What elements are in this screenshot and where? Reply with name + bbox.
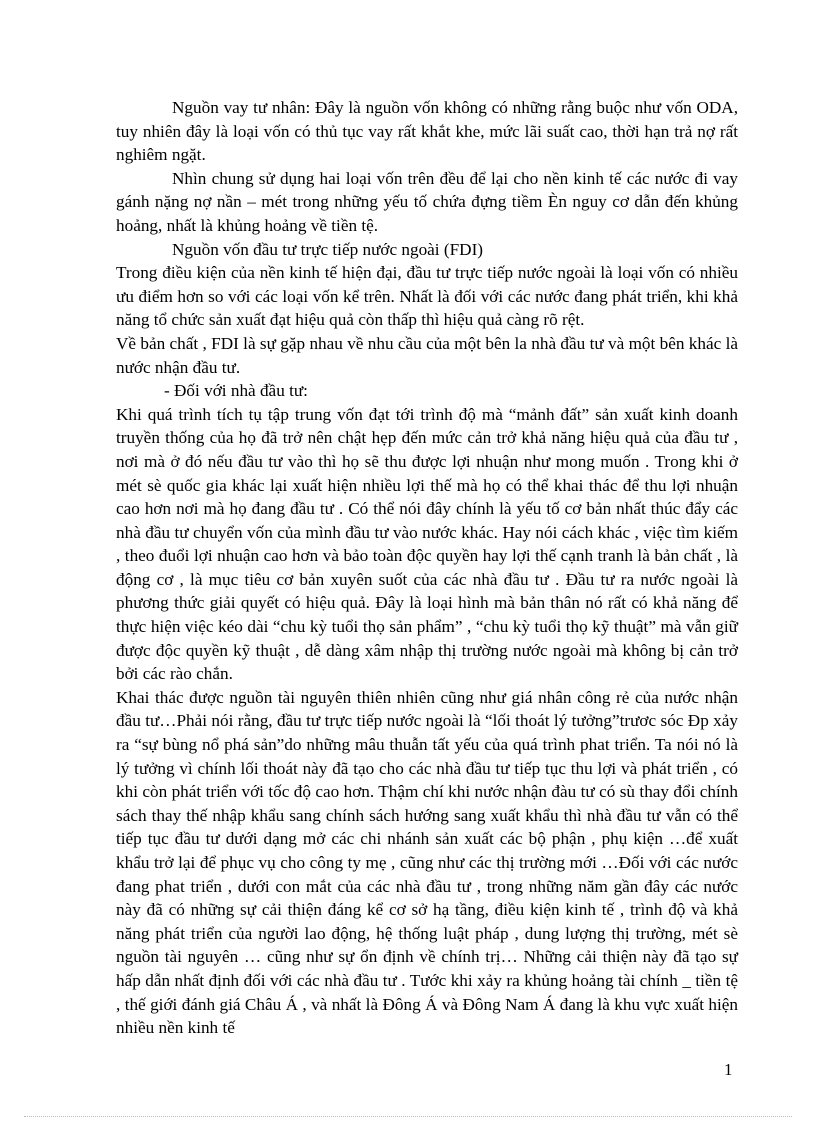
- paragraph-fdi-nature: Về bản chất , FDI là sự gặp nhau về nhu cầu của một bên la nhà đầu tư và một bên khác là nước nhận đầu tư.: [116, 333, 738, 377]
- paragraph-investor-heading: - Đối với nhà đầu tư:: [164, 381, 308, 401]
- page-number: 1: [724, 1060, 733, 1079]
- paragraph-fdi-advantages: Trong điều kiện của nền kinh tế hiện đại, đầu tư trực tiếp nước ngoài là loại vốn có nhiều ưu điểm hơn so với các loại vốn kể trên. Nhất là đối với các nước đang phát triển, khi khả năng tổ chức sản xuất đạt hiệu quả còn thấp thì hiệu quả càng rõ rệt.: [116, 263, 738, 330]
- paragraph-investor-motivation: Khi quá trình tích tụ tập trung vốn đạt tới trình độ mà “mảnh đất” sản xuất kinh doanh truyền thống của họ đã trở nên chật hẹp đến mức cản trở khả năng hiệu quả của đầu tư , nơi mà ở đó nếu đầu tư vào thì họ sẽ thu được lợi nhuận như mong muốn . Trong khi ở mét sè quốc gia khác lại xuất hiện nhiều lợi thế mà họ có thể khai thác để thu lợi nhuận cao hơn nơi mà họ đang đầu tư . Có thể nói đây chính là yếu tố cơ bản nhất thúc đẩy các nhà đầu tư chuyển vốn của mình đầu tư vào nước khác. Hay nói cách khác , việc tìm kiếm , theo đuổi lợi nhuận cao hơn và bảo toàn độc quyền hay lợi thế cạnh tranh là bản chất , là động cơ , là mục tiêu cơ bản xuyên suốt của các nhà đầu tư . Đầu tư ra nước ngoài là phương thức giải quyết có hiệu quả. Đây là loại hình mà bản thân nó rất có khả năng để thực hiện việc kéo dài “chu kỳ tuổi thọ sản phẩm” , “chu kỳ tuổi thọ kỹ thuật” mà vẫn giữ được độc quyền kỹ thuật , dễ dàng xâm nhập thị trường nước ngoài mà không bị cản trở bởi các rào chắn.: [116, 404, 738, 684]
- paragraph-fdi-heading: Nguồn vốn đầu tư trực tiếp nước ngoài (FDI): [172, 239, 484, 259]
- paragraph-private-loans: Nguồn vay tư nhân: Đây là nguồn vốn không có những rằng buộc như vốn ODA, tuy nhiên đây là loại vốn có thủ tục vay rất khắt khe, mức lãi suất cao, thời hạn trả nợ rất nghiêm ngặt.: [116, 98, 738, 165]
- paragraph-resource-exploitation: Khai thác được nguồn tài nguyên thiên nhiên cũng như giá nhân công rẻ của nước nhận đầu tư…Phải nói rằng, đầu tư trực tiếp nước ngoài là “lối thoát lý tưởng”trươc sóc Đp xảy ra “sự bùng nổ phá sản”do những mâu thuẫn tất yếu của quá trình phat triển. Ta nói nó là lý tưởng vì chính lối thoát này đã tạo cho các nhà đầu tư tiếp tục thu lợi và phát triển , có khi còn phát triển với tốc độ cao hơn. Thậm chí khi nước nhận đàu tư có sù thay đổi chính sách thay thế nhập khẩu sang chính sách hướng sang xuất khẩu thì nhà đầu tư vẫn có thể tiếp tục đầu tư dưới dạng mở các chi nhánh sản xuất các bộ phận , phụ kiện …để xuất khẩu trở lại để phục vụ cho công ty mẹ , cũng như các thị trường mới …Đối với các nước đang phat triển , dưới con mắt của các nhà đầu tư , trong những năm gần đây các nước này đã có những sự cải thiện đáng kể cơ sở hạ tầng, điều kiện kinh tế , trình độ và khả năng phát triển của người lao động, hệ thống luật pháp , dung lượng thị trường, mét sè nguồn tài nguyên … cũng như sự ổn định về chính trị… Những cải thiện này đã tạo sự hấp dẫn nhất định đối với các nhà đầu tư . Tước khi xảy ra khủng hoảng tài chính _ tiền tệ , thế giới đánh giá Châu Á , và nhất là Đông Á và Đông Nam Á đang là khu vực xuất hiện nhiều nền kinh tế: [116, 687, 738, 1038]
- footer-divider: [24, 1116, 792, 1117]
- paragraph-debt-burden: Nhìn chung sử dụng hai loại vốn trên đều để lại cho nền kinh tế các nước đi vay gánh nặng nợ nần – mét trong những yếu tố chứa đựng tiềm Èn nguy cơ dẫn đến khủng hoảng, nhất là khủng hoảng về tiền tệ.: [116, 168, 738, 235]
- document-body: [116, 96, 738, 1040]
